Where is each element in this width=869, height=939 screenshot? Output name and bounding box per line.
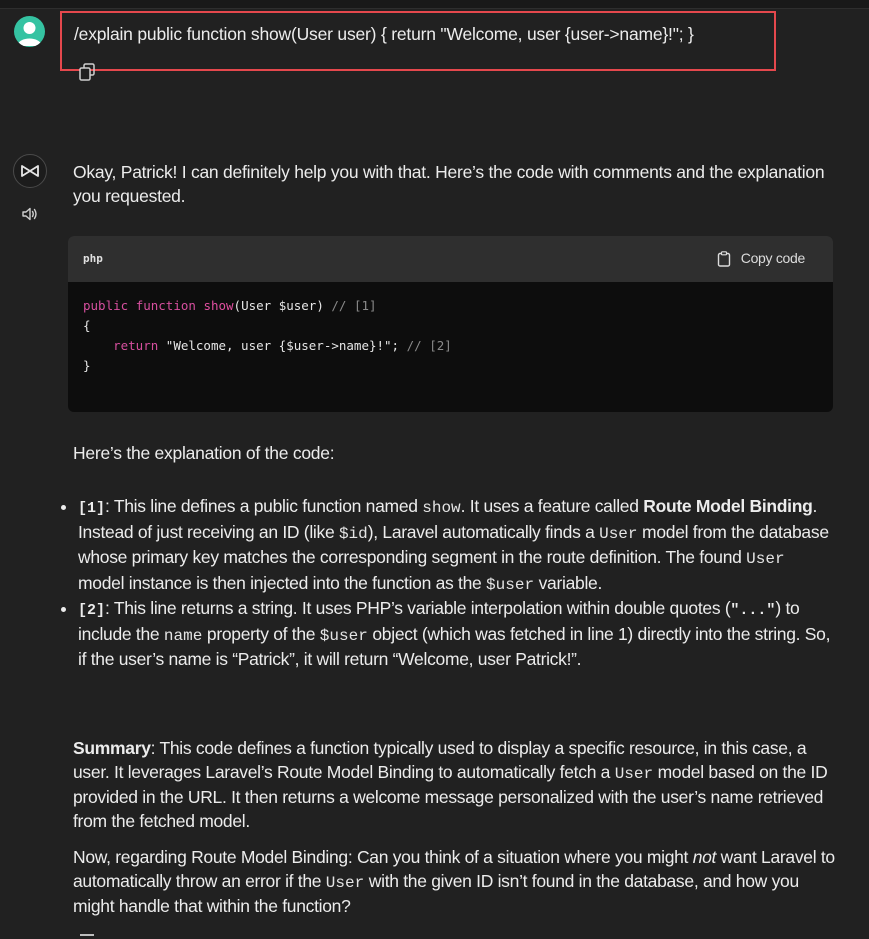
list-item: [2]: This line returns a string. It uses PHP’s variable interpolation within double quotes ("...") to include the name property of the $user object (which was fetched in line 1) directly into the string. So, if the user’s name is “Patrick”, it will return “Welcome, user Patrick!”. xyxy=(78,597,833,672)
copy-code-label: Copy code xyxy=(740,250,805,267)
copy-icon[interactable] xyxy=(79,63,95,81)
copy-code-button[interactable] xyxy=(717,247,805,271)
speaker-icon[interactable] xyxy=(21,205,39,223)
code-block xyxy=(68,236,833,412)
code-line-4: } xyxy=(83,358,91,373)
summary-paragraph: Summary: This code defines a function typically used to display a specific resource, in this case, a user. It leverages Laravel’s Route Model Binding to automatically fetch a User model based on the ID provided in the URL. It then returns a welcome message personalized with the user’s name retrieved from the fetched model. xyxy=(73,738,828,831)
user-prompt-bubble xyxy=(60,11,776,71)
list-item: [1]: This line defines a public function named show. It uses a feature called Route Model Binding. Instead of just receiving an ID (like $id), Laravel automatically finds a User model from the database whose primary key matches the corresponding segment in the route definition. The found User model instance is then injected into the function as the $user variable. xyxy=(78,495,833,597)
follow-up-question: Now, regarding Route Model Binding: Can you think of a situation where you might not want Laravel to automatically throw an error if the User with the given ID isn’t found in the database, and how you might handle that within the function? xyxy=(73,847,835,916)
reply-intro-text: Okay, Patrick! I can definitely help you with that. Here’s the code with comments and the explanation you requested. xyxy=(73,162,825,206)
code-line-1: public function show(User $user) // [1] xyxy=(83,298,377,313)
code-line-3: return "Welcome, user {$user->name}!"; // [2] xyxy=(113,338,452,353)
reply-intro xyxy=(73,161,833,208)
code-block-header xyxy=(68,236,833,282)
copy-icon[interactable] xyxy=(80,934,94,939)
infinity-logo-icon xyxy=(13,154,47,188)
user-avatar-icon xyxy=(14,16,45,47)
top-divider xyxy=(0,0,869,9)
code-content xyxy=(68,282,833,376)
code-language-label: php xyxy=(83,252,103,266)
explanation-list xyxy=(78,495,833,672)
explanation-title: Here’s the explanation of the code: xyxy=(73,443,335,463)
user-prompt-text: /explain public function show(User user) { return "Welcome, user {user->name}!"; } xyxy=(74,24,694,44)
code-line-2: { xyxy=(83,318,91,333)
clipboard-icon xyxy=(717,251,731,267)
